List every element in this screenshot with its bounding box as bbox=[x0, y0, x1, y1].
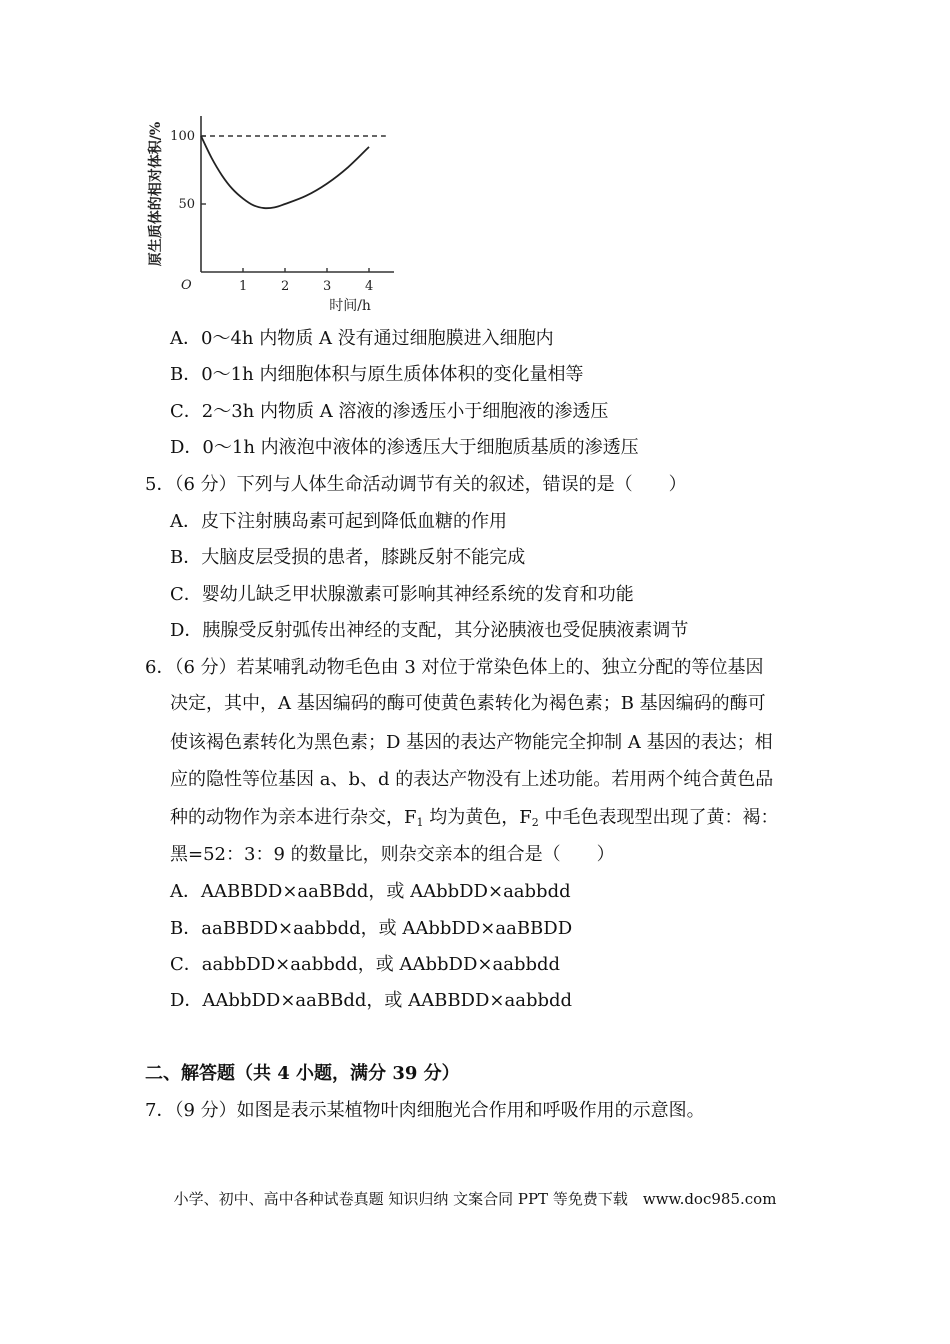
x-tick-label-3: 3 bbox=[323, 279, 332, 294]
origin-label: O bbox=[181, 278, 192, 293]
q4-option-d: D．0～1h 内液泡中液体的渗透压大于细胞质基质的渗透压 bbox=[170, 437, 639, 458]
x-tick-label-4: 4 bbox=[365, 279, 374, 294]
y-tick-label-100: 100 bbox=[170, 129, 195, 144]
chart-svg bbox=[140, 108, 410, 318]
x-tick-label-1: 1 bbox=[239, 279, 248, 294]
x-tick-label-2: 2 bbox=[281, 279, 290, 294]
q5-option-a: A．皮下注射胰岛素可起到降低血糖的作用 bbox=[170, 511, 507, 532]
q6-option-c: C．aabbDD×aabbdd，或 AAbbDD×aabbdd bbox=[170, 954, 561, 975]
q5-option-c: C．婴幼儿缺乏甲状腺激素可影响其神经系统的发育和功能 bbox=[170, 584, 634, 605]
q6-stem-line5 bbox=[170, 806, 778, 835]
q5-option-b: B．大脑皮层受损的患者，膝跳反射不能完成 bbox=[170, 547, 526, 568]
q6-line5-part-b: 均为黄色，F bbox=[423, 807, 532, 828]
page-footer: 小学、初中、高中各种试卷真题 知识归纳 文案合同 PPT 等免费下载 www.doc985.com bbox=[173, 1190, 777, 1208]
q6-option-b: B．aaBBDD×aabbdd，或 AAbbDD×aaBBDD bbox=[170, 918, 573, 939]
y-tick-label-50: 50 bbox=[178, 197, 195, 212]
q6-option-a: A．AABBDD×aaBBdd，或 AAbbDD×aabbdd bbox=[170, 881, 571, 902]
q6-line5-sub1: 1 bbox=[416, 816, 424, 829]
volume-time-chart bbox=[140, 108, 410, 318]
q5-option-d: D．胰腺受反射弧传出神经的支配，其分泌胰液也受促胰液素调节 bbox=[170, 620, 689, 641]
q7-stem: 7．（9 分）如图是表示某植物叶肉细胞光合作用和呼吸作用的示意图。 bbox=[145, 1100, 705, 1121]
q6-stem-line1: 6．（6 分）若某哺乳动物毛色由 3 对位于常染色体上的、独立分配的等位基因 bbox=[145, 657, 764, 678]
section2-heading: 二、解答题（共 4 小题，满分 39 分） bbox=[145, 1063, 460, 1084]
x-axis-label: 时间/h bbox=[329, 298, 371, 314]
q4-option-a: A．0～4h 内物质 A 没有通过细胞膜进入细胞内 bbox=[170, 328, 554, 349]
q6-option-d: D．AAbbDD×aaBBdd，或 AABBDD×aabbdd bbox=[170, 990, 573, 1011]
q6-line5-part-c: 中毛色表现型出现了黄：褐： bbox=[538, 807, 779, 828]
q6-stem-line4: 应的隐性等位基因 a、b、d 的表达产物没有上述功能。若用两个纯合黄色品 bbox=[170, 769, 774, 790]
q6-stem-line2: 决定，其中，A 基因编码的酶可使黄色素转化为褐色素；B 基因编码的酶可 bbox=[170, 693, 766, 714]
q6-line5-sub2: 2 bbox=[531, 816, 539, 829]
q5-stem: 5．（6 分）下列与人体生命活动调节有关的叙述，错误的是（ ） bbox=[145, 474, 687, 495]
q4-option-b: B．0～1h 内细胞体积与原生质体体积的变化量相等 bbox=[170, 364, 584, 385]
q6-line5-part-a: 种的动物作为亲本进行杂交，F bbox=[170, 807, 417, 828]
series-line bbox=[201, 136, 369, 208]
q6-stem-line3: 使该褐色素转化为黑色素；D 基因的表达产物能完全抑制 A 基因的表达；相 bbox=[170, 732, 773, 753]
y-axis-label: 原生质体的相对体积/% bbox=[148, 121, 164, 267]
q4-option-c: C．2～3h 内物质 A 溶液的渗透压小于细胞液的渗透压 bbox=[170, 401, 609, 422]
q6-stem-line6: 黑=52：3：9 的数量比，则杂交亲本的组合是（ ） bbox=[170, 844, 615, 865]
